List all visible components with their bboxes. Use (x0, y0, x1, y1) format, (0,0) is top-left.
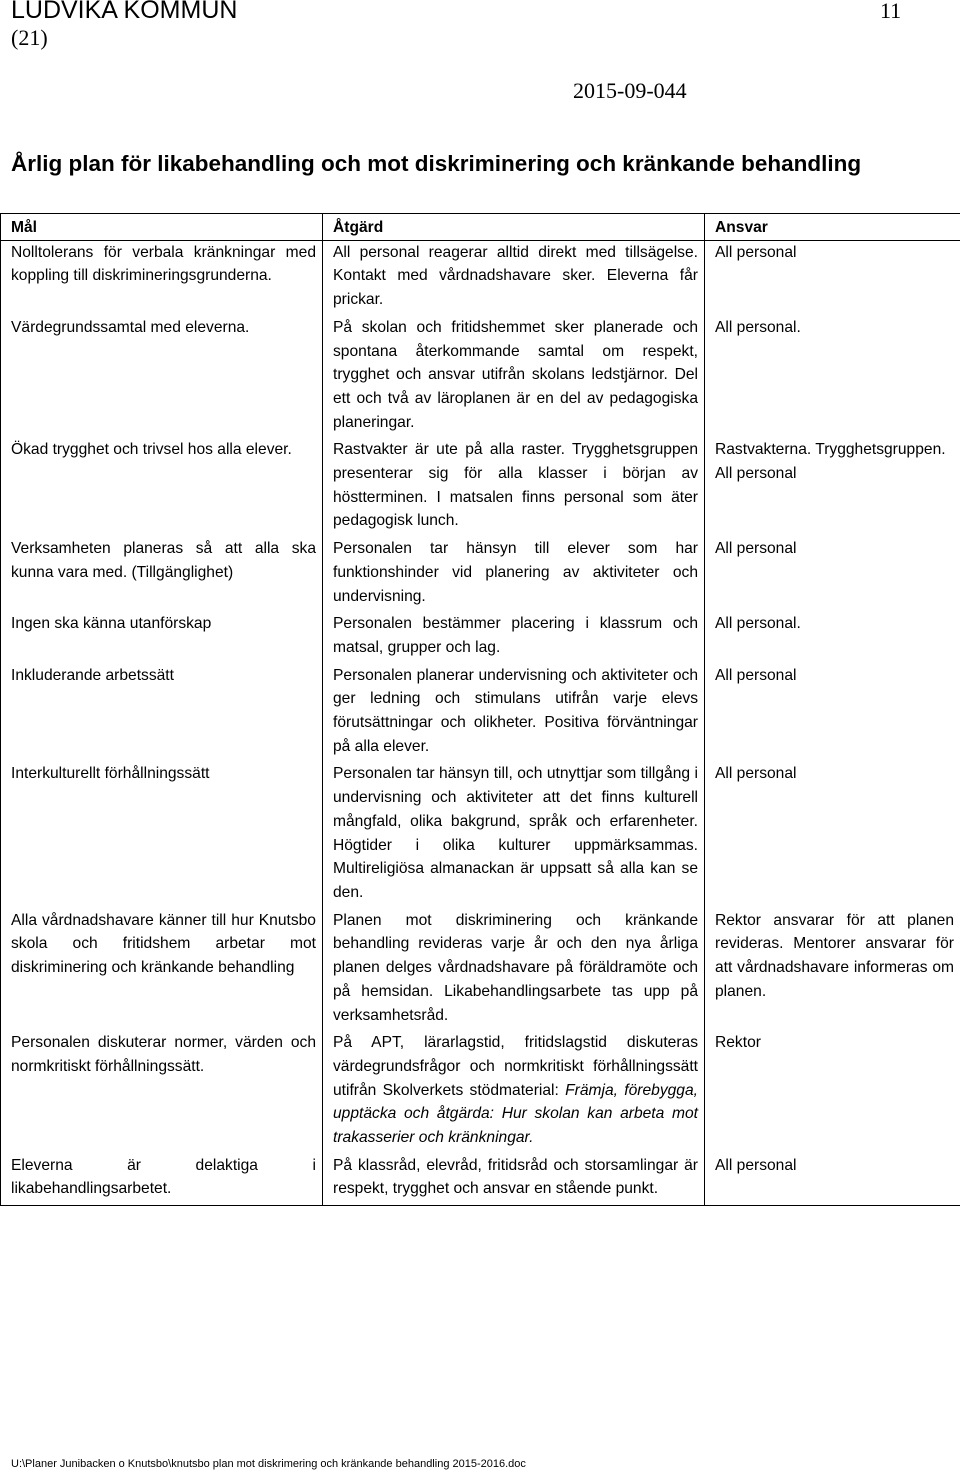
goal-cell (1, 612, 323, 663)
goal-cell (1, 762, 323, 908)
page-number: 11 (880, 0, 902, 23)
goal-text: Verksamheten planeras så att alla ska kunna vara med. (Tillgänglighet) (11, 540, 316, 581)
action-cell (323, 537, 705, 612)
goal-text: Värdegrundssamtal med eleverna. (11, 318, 250, 336)
responsible-text-secondary: All personal (715, 465, 797, 483)
responsible-text: Rastvakterna. Trygghetsgruppen. (715, 441, 946, 459)
action-text: All personal reagerar alltid direkt med tillsägelse. Kontakt med vårdnadshavare sker. Eleverna får prickar. (333, 243, 698, 309)
responsible-cell (705, 1154, 960, 1206)
table-row (1, 438, 960, 537)
goal-text: Personalen diskuterar normer, värden och normkritiskt förhållningssätt. (11, 1034, 316, 1075)
table-row (1, 316, 960, 439)
action-text: Personalen tar hänsyn till elever som har funktionshinder vid planering av aktiviteter och undervisning. (333, 540, 698, 605)
goal-cell (1, 316, 323, 439)
action-cell (323, 1031, 705, 1154)
responsible-text: All personal (715, 666, 797, 684)
responsible-cell (705, 664, 960, 763)
action-text: Personalen bestämmer placering i klassrum och matsal, grupper och lag. (333, 615, 698, 656)
goal-cell (1, 438, 323, 537)
responsible-cell (705, 1031, 960, 1154)
responsible-cell (705, 240, 960, 316)
table-row (1, 909, 960, 1032)
document-date: 2015-09-044 (573, 78, 687, 103)
column-header-goal: Mål (1, 214, 323, 241)
responsible-text: All personal (715, 540, 797, 558)
goal-text: Interkulturellt förhållningssätt (11, 765, 210, 783)
action-text: Rastvakter är ute på alla raster. Trygghetsgruppen presenterar sig för alla klasser i början av höstterminen. I matsalen finns personal som äter pedagogisk lunch. (333, 441, 698, 530)
responsible-text: Rektor (715, 1034, 761, 1052)
table-row (1, 762, 960, 908)
page-total: (21) (11, 25, 48, 50)
responsible-cell (705, 438, 960, 537)
table-row (1, 1031, 960, 1154)
action-text: Personalen tar hänsyn till, och utnyttjar som tillgång i undervisning och aktiviteter att det finns kulturell mångfald, olika bakgrund, språk och erfarenheter. Högtider i olika kulturer uppmärksammas. Multireligiösa almanackan är uppsatt så alla kan se den. (333, 765, 698, 901)
table-row (1, 1154, 960, 1206)
goal-cell (1, 240, 323, 316)
goal-cell (1, 1154, 323, 1206)
action-cell (323, 316, 705, 439)
goal-text: Alla vårdnadshavare känner till hur Knutsbo skola och fritidshem arbetar mot diskriminering och kränkande behandling (11, 911, 316, 977)
responsible-cell (705, 909, 960, 1032)
plan-table (0, 213, 960, 1206)
table-header-row (1, 214, 960, 241)
goal-text: Nolltolerans för verbala kränkningar med koppling till diskrimineringsgrunderna. (11, 243, 316, 285)
page-title: Årlig plan för likabehandling och mot diskriminering och kränkande behandling (11, 151, 862, 176)
responsible-cell (705, 537, 960, 612)
goal-text: Eleverna är delaktiga i likabehandlingsarbetet. (11, 1156, 316, 1198)
action-cell (323, 762, 705, 908)
responsible-cell (705, 316, 960, 439)
action-text: På klassråd, elevråd, fritidsråd och storsamlingar är respekt, trygghet och ansvar en stående punkt. (333, 1156, 698, 1198)
footer-file-path: U:\Planer Junibacken o Knutsbo\knutsbo plan mot diskrimering och kränkande behandling 2015-2016.doc (11, 1458, 526, 1470)
table-row (1, 612, 960, 663)
goal-cell (1, 909, 323, 1032)
goal-text: Inkluderande arbetssätt (11, 666, 174, 684)
responsible-text: All personal (715, 765, 797, 783)
goal-text: Ökad trygghet och trivsel hos alla elever. (11, 441, 292, 459)
responsible-cell (705, 762, 960, 908)
organization-name: LUDVIKA KOMMUN (11, 0, 238, 24)
action-cell (323, 909, 705, 1032)
action-cell (323, 1154, 705, 1206)
action-cell (323, 438, 705, 537)
goal-text: Ingen ska känna utanförskap (11, 615, 212, 633)
column-header-action: Åtgärd (323, 214, 705, 241)
action-text: På skolan och fritidshemmet sker planerade och spontana återkommande samtal om respekt, trygghet och ansvar utifrån skolans ledstjärnor. Del ett och två av läroplanen är en del av pedagogiska planeringar. (333, 318, 698, 431)
responsible-cell (705, 612, 960, 663)
action-text-italic: Främja, förebygga, upptäcka och åtgärda: Hur skolan kan arbeta mot trakasserier och kränkningar. (333, 1081, 698, 1147)
table-row (1, 664, 960, 763)
goal-cell (1, 1031, 323, 1154)
table-row (1, 537, 960, 612)
action-text: På APT, lärarlagstid, fritidslagstid diskuteras värdegrundsfrågor och normkritiskt förhållningssätt utifrån Skolverkets stödmaterial: (333, 1034, 698, 1099)
action-cell (323, 612, 705, 663)
column-header-responsible: Ansvar (705, 214, 960, 241)
action-text: Planen mot diskriminering och kränkande behandling revideras varje år och den nya årliga planen delges vårdnadshavare på föräldramöte och på hemsidan. Likabehandlingsarbete tas upp på verksamhetsråd. (333, 911, 698, 1024)
responsible-text: All personal. (715, 318, 801, 336)
goal-cell (1, 664, 323, 763)
responsible-text: All personal. (715, 615, 801, 633)
table-row (1, 240, 960, 316)
action-cell (323, 240, 705, 316)
action-cell (323, 664, 705, 763)
responsible-text: All personal (715, 243, 797, 261)
action-text: Personalen planerar undervisning och aktiviteter och ger ledning och stimulans utifrån varje elevs förutsättningar och olikheter. Positiva förväntningar på alla elever. (333, 666, 698, 755)
goal-cell (1, 537, 323, 612)
responsible-text: All personal (715, 1156, 797, 1174)
responsible-text: Rektor ansvarar för att planen revideras. Mentorer ansvarar för att vårdnadshavare informeras om planen. (715, 911, 954, 1000)
